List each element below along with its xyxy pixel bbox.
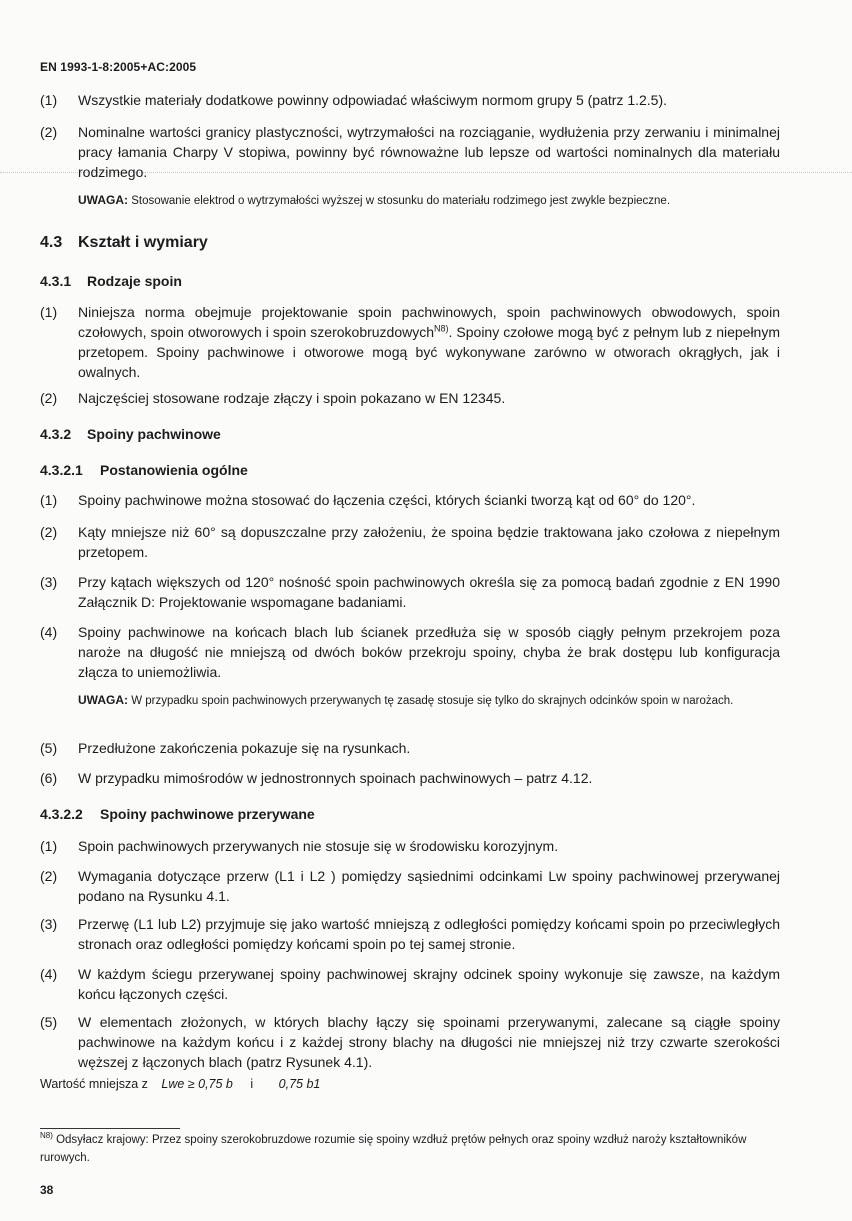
page-number: 38 (40, 1183, 54, 1197)
footnote: $^{N8)}$ Odsyłacz krajowy: Przez spoiny szerokobruzdowe rozumie się spoiny wzdłuż prętów pełnych oraz spoiny wzdłuż naroży kształtowników rurowych. (40, 1131, 747, 1164)
document-header: EN 1993-1-8:2005+AC:2005 (40, 60, 197, 74)
list-item: (5) Przedłużone zakończenia pokazuje się na rysunkach. (40, 740, 411, 756)
section-heading: 4.3 Kształt i wymiary (40, 234, 208, 251)
list-item: (2) Kąty mniejsze niż 60° są dopuszczalne przy założeniu, że spoina będzie traktowana jako czołowa z niepełnym przetopem. (40, 524, 780, 560)
list-item: (1) Spoin pachwinowych przerywanych nie stosuje się w środowisku korozyjnym. (40, 838, 559, 854)
list-item: (2) Najczęściej stosowane rodzaje złączy i spoin pokazano w EN 12345. (40, 390, 506, 406)
subsection-heading: 4.3.2.1 Postanowienia ogólne (40, 462, 248, 478)
list-item: (2) Wymagania dotyczące przerw (L1 i L2 ) pomiędzy sąsiednimi odcinkami Lw spoiny pachwinowej przerywanej podano na Rysunku 4.1. (40, 868, 780, 904)
list-item: (1) Niniejsza norma obejmuje projektowanie spoin pachwinowych, spoin pachwinowych obwodowych, spoin czołowych, spoin otworowych i spoin szerokobruzdowych$^{N8)}$. Spoiny czołowe mogą być z pełnym lub z niepełnym przetopem. Spoiny pachwinowe i otworowe mogą być wykonywane zarówno w otworach okrągłych, jak i owalnych. (40, 304, 781, 380)
list-item: (4) Spoiny pachwinowe na końcach blach lub ścianek przedłuża się w sposób ciągły pełnym przekrojem poza naroże na długość nie mniejszą od dwóch boków przekroju spoiny, chyba że brak dostępu lub konfiguracja złącza to uniemożliwia. (40, 624, 780, 680)
footnote-separator (40, 1128, 180, 1129)
list-item: (2) Nominalne wartości granicy plastyczności, wytrzymałości na rozciąganie, wydłużenia przy zerwaniu i minimalnej pracy łamania Charpy V stopiwa, powinny być równoważne lub lepsze od wartości nominalnych dla materiału rodzimego. (40, 124, 780, 180)
subsection-heading: 4.3.2 Spoiny pachwinowe (40, 426, 221, 442)
list-item: (1) Spoiny pachwinowe można stosować do łączenia części, których ścianki tworzą kąt od 60° do 120°. (40, 492, 696, 508)
formula-line: Wartość mniejsza z Lwe ≥ 0,75 b i 0,75 b1 (40, 1077, 321, 1091)
subsection-heading: 4.3.1 Rodzaje spoin (40, 273, 182, 289)
list-item: (4) W każdym ściegu przerywanej spoiny pachwinowej skrajny odcinek spoiny wykonuje się zawsze, na każdym końcu łączonych części. (40, 966, 780, 1002)
list-item: (3) Przy kątach większych od 120° nośność spoin pachwinowych określa się za pomocą badań zgodnie z EN 1990 Załącznik D: Projektowanie wspomagane badaniami. (40, 574, 780, 610)
list-item: (1) Wszystkie materiały dodatkowe powinny odpowiadać właściwym normom grupy 5 (patrz 1.2.5). (40, 92, 668, 108)
note: UWAGA: W przypadku spoin pachwinowych przerywanych tę zasadę stosuje się tylko do skrajnych odcinków spoin w narożach. (78, 693, 734, 707)
list-item: (6) W przypadku mimośrodów w jednostronnych spoinach pachwinowych – patrz 4.12. (40, 770, 593, 786)
list-item: (3) Przerwę (L1 lub L2) przyjmuje się jako wartość mniejszą z odległości pomiędzy końcami spoin po przeciwległych stronach oraz odległości pomiędzy końcami spoin po tej samej stronie. (40, 916, 780, 952)
subsection-heading: 4.3.2.2 Spoiny pachwinowe przerywane (40, 806, 315, 822)
list-item: (5) W elementach złożonych, w których blachy łączy się spoinami przerywanymi, zalecane są ciągłe spoiny pachwinowe na każdym końcu i z każdej strony blachy na długości nie mniejszej niż trzy czwarte szerokości węższej z łączonych blach (patrz Rysunek 4.1). (40, 1014, 780, 1070)
note: UWAGA: Stosowanie elektrod o wytrzymałości wyższej w stosunku do materiału rodzimego jest zwykle bezpieczne. (78, 193, 671, 207)
